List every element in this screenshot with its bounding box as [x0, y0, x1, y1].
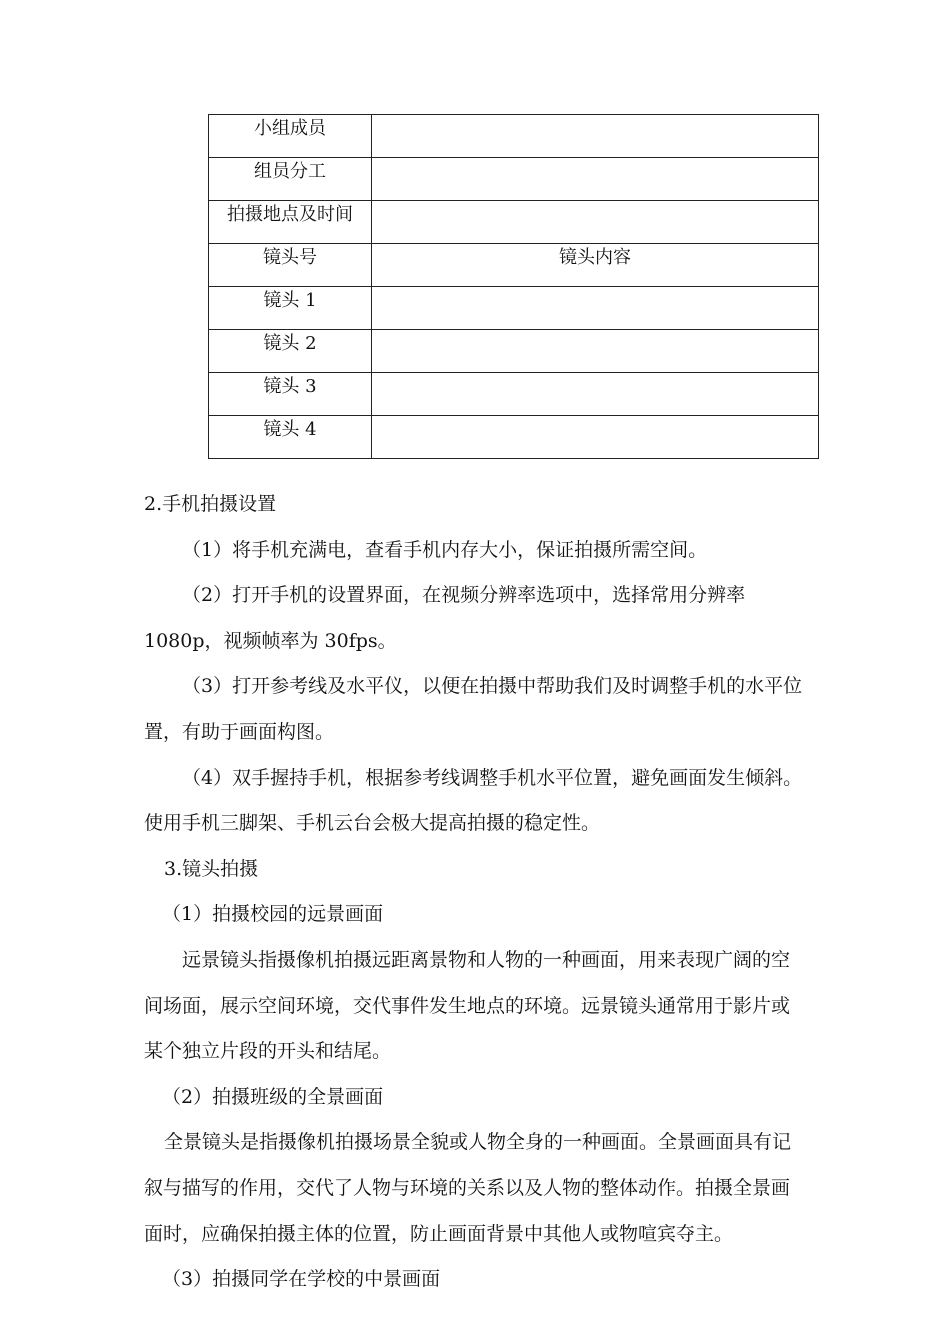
- row-label-members: 小组成员: [209, 115, 372, 158]
- shot-content-field[interactable]: [372, 373, 819, 416]
- paragraph-line: 远景镜头指摄像机拍摄远距离景物和人物的一种画面，用来表现广阔的空: [182, 948, 791, 971]
- shot-content-field[interactable]: [372, 416, 819, 459]
- table-row: [209, 115, 819, 158]
- shot-label: 镜头 3: [209, 373, 372, 416]
- shot-label: 镜头 2: [209, 330, 372, 373]
- paragraph-line: （4）双手握持手机，根据参考线调整手机水平位置，避免画面发生倾斜。: [182, 766, 803, 789]
- table-row: [209, 201, 819, 244]
- paragraph-line: 间场面，展示空间环境，交代事件发生地点的环境。远景镜头通常用于影片或: [144, 994, 791, 1017]
- document-body: [144, 482, 804, 1303]
- shot-content-field[interactable]: [372, 330, 819, 373]
- division-field[interactable]: [372, 158, 819, 201]
- table-row: [209, 287, 819, 330]
- shooting-plan-table: [208, 114, 819, 459]
- shot-label: 镜头 4: [209, 416, 372, 459]
- paragraph-line: 面时，应确保拍摄主体的位置，防止画面背景中其他人或物喧宾夺主。: [144, 1222, 734, 1245]
- paragraph-line: （1）将手机充满电，查看手机内存大小，保证拍摄所需空间。: [182, 538, 708, 561]
- subsection-heading: （2）拍摄班级的全景画面: [162, 1085, 384, 1108]
- subsection-heading: （1）拍摄校园的远景画面: [162, 903, 384, 926]
- location-time-field[interactable]: [372, 201, 819, 244]
- paragraph-line: 全景镜头是指摄像机拍摄场景全貌或人物全身的一种画面。全景画面具有记: [164, 1131, 792, 1154]
- section-heading: 3.镜头拍摄: [164, 857, 259, 880]
- shot-content-field[interactable]: [372, 287, 819, 330]
- table-row: [209, 373, 819, 416]
- members-field[interactable]: [372, 115, 819, 158]
- header-shot-number: 镜头号: [209, 244, 372, 287]
- table-row: [209, 158, 819, 201]
- paragraph-line: 1080p，视频帧率为 30fps。: [144, 629, 397, 652]
- paragraph-line: （2）打开手机的设置界面，在视频分辨率选项中，选择常用分辨率: [182, 584, 746, 607]
- shot-label: 镜头 1: [209, 287, 372, 330]
- row-label-division: 组员分工: [209, 158, 372, 201]
- paragraph-line: 某个独立片段的开头和结尾。: [144, 1040, 392, 1063]
- paragraph-line: 使用手机三脚架、手机云台会极大提高拍摄的稳定性。: [144, 812, 601, 835]
- paragraph-line: 叙与描写的作用，交代了人物与环境的关系以及人物的整体动作。拍摄全景画: [144, 1176, 791, 1199]
- paragraph-line: 置，有助于画面构图。: [144, 720, 335, 743]
- header-shot-content: 镜头内容: [372, 244, 819, 287]
- subsection-heading: （3）拍摄同学在学校的中景画面: [162, 1268, 441, 1291]
- table-header-row: [209, 244, 819, 287]
- row-label-location-time: 拍摄地点及时间: [209, 201, 372, 244]
- section-heading: 2.手机拍摄设置: [144, 493, 277, 515]
- table-row: [209, 416, 819, 459]
- paragraph-line: （3）打开参考线及水平仪，以便在拍摄中帮助我们及时调整手机的水平位: [182, 675, 803, 698]
- table-row: [209, 330, 819, 373]
